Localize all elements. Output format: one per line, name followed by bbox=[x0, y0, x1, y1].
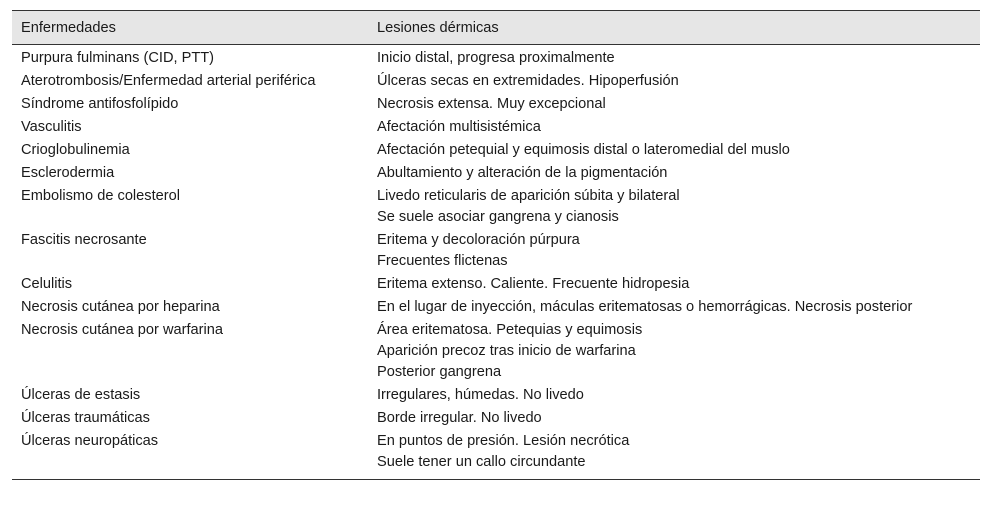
lesion-line: Borde irregular. No livedo bbox=[377, 410, 542, 426]
table-row bbox=[12, 297, 980, 320]
table-row bbox=[12, 230, 980, 274]
lesion-cell bbox=[367, 320, 980, 383]
table-row bbox=[12, 274, 980, 297]
lesion-line: Frecuentes flictenas bbox=[377, 253, 508, 269]
table-row bbox=[12, 431, 980, 475]
lesion-line: En puntos de presión. Lesión necrótica bbox=[377, 433, 630, 449]
lesion-cell bbox=[367, 230, 980, 272]
table-header bbox=[12, 10, 980, 45]
disease-cell: Úlceras neuropáticas bbox=[21, 433, 159, 449]
lesion-line: Necrosis extensa. Muy excepcional bbox=[377, 96, 606, 112]
lesion-line: En el lugar de inyección, máculas eritematosas o hemorrágicas. Necrosis posterior bbox=[377, 299, 913, 315]
disease-cell: Aterotrombosis/Enfermedad arterial periférica bbox=[21, 73, 316, 89]
table-row bbox=[12, 117, 980, 140]
header-lesiones-dermicas: Lesiones dérmicas bbox=[377, 19, 499, 36]
lesion-cell bbox=[367, 71, 980, 92]
table-row bbox=[12, 385, 980, 408]
disease-cell: Necrosis cutánea por heparina bbox=[21, 299, 220, 315]
disease-cell: Necrosis cutánea por warfarina bbox=[21, 322, 223, 338]
disease-cell: Úlceras traumáticas bbox=[21, 410, 150, 426]
disease-cell: Crioglobulinemia bbox=[21, 142, 130, 158]
disease-cell: Embolismo de colesterol bbox=[21, 188, 180, 204]
lesion-cell bbox=[367, 408, 980, 429]
lesion-line: Eritema extenso. Caliente. Frecuente hidropesia bbox=[377, 276, 690, 292]
lesion-line: Aparición precoz tras inicio de warfarina bbox=[377, 343, 636, 359]
lesion-cell bbox=[367, 163, 980, 184]
table-row bbox=[12, 163, 980, 186]
table-row bbox=[12, 94, 980, 117]
disease-cell: Esclerodermia bbox=[21, 165, 115, 181]
lesion-line: Eritema y decoloración púrpura bbox=[377, 232, 580, 248]
disease-cell: Síndrome antifosfolípido bbox=[21, 96, 179, 112]
lesion-cell bbox=[367, 385, 980, 406]
header-enfermedades: Enfermedades bbox=[21, 19, 116, 36]
table-row bbox=[12, 408, 980, 431]
disease-cell: Celulitis bbox=[21, 276, 73, 292]
lesion-cell bbox=[367, 94, 980, 115]
lesion-line: Afectación petequial y equimosis distal o lateromedial del muslo bbox=[377, 142, 790, 158]
disease-cell: Fascitis necrosante bbox=[21, 232, 147, 248]
table-row bbox=[12, 140, 980, 163]
table-row bbox=[12, 71, 980, 94]
disease-cell: Vasculitis bbox=[21, 119, 82, 135]
lesion-line: Suele tener un callo circundante bbox=[377, 454, 586, 470]
lesion-line: Irregulares, húmedas. No livedo bbox=[377, 387, 584, 403]
lesion-line: Afectación multisistémica bbox=[377, 119, 541, 135]
table-body bbox=[12, 45, 980, 480]
disease-cell: Purpura fulminans (CID, PTT) bbox=[21, 50, 215, 66]
lesion-cell bbox=[367, 274, 980, 295]
disease-cell: Úlceras de estasis bbox=[21, 387, 141, 403]
lesion-cell bbox=[367, 186, 980, 228]
lesion-cell bbox=[367, 117, 980, 138]
disease-lesion-table bbox=[12, 10, 980, 480]
table-row bbox=[12, 48, 980, 71]
lesion-line: Inicio distal, progresa proximalmente bbox=[377, 50, 615, 66]
lesion-line: Posterior gangrena bbox=[377, 364, 502, 380]
lesion-line: Abultamiento y alteración de la pigmentación bbox=[377, 165, 668, 181]
table-row bbox=[12, 320, 980, 385]
lesion-cell bbox=[367, 297, 980, 318]
lesion-cell bbox=[367, 140, 980, 161]
lesion-cell bbox=[367, 48, 980, 69]
lesion-line: Úlceras secas en extremidades. Hipoperfusión bbox=[377, 73, 679, 89]
lesion-line: Se suele asociar gangrena y cianosis bbox=[377, 209, 619, 225]
lesion-cell bbox=[367, 431, 980, 473]
lesion-line: Livedo reticularis de aparición súbita y bilateral bbox=[377, 188, 680, 204]
table-row bbox=[12, 186, 980, 230]
lesion-line: Área eritematosa. Petequias y equimosis bbox=[377, 322, 643, 338]
